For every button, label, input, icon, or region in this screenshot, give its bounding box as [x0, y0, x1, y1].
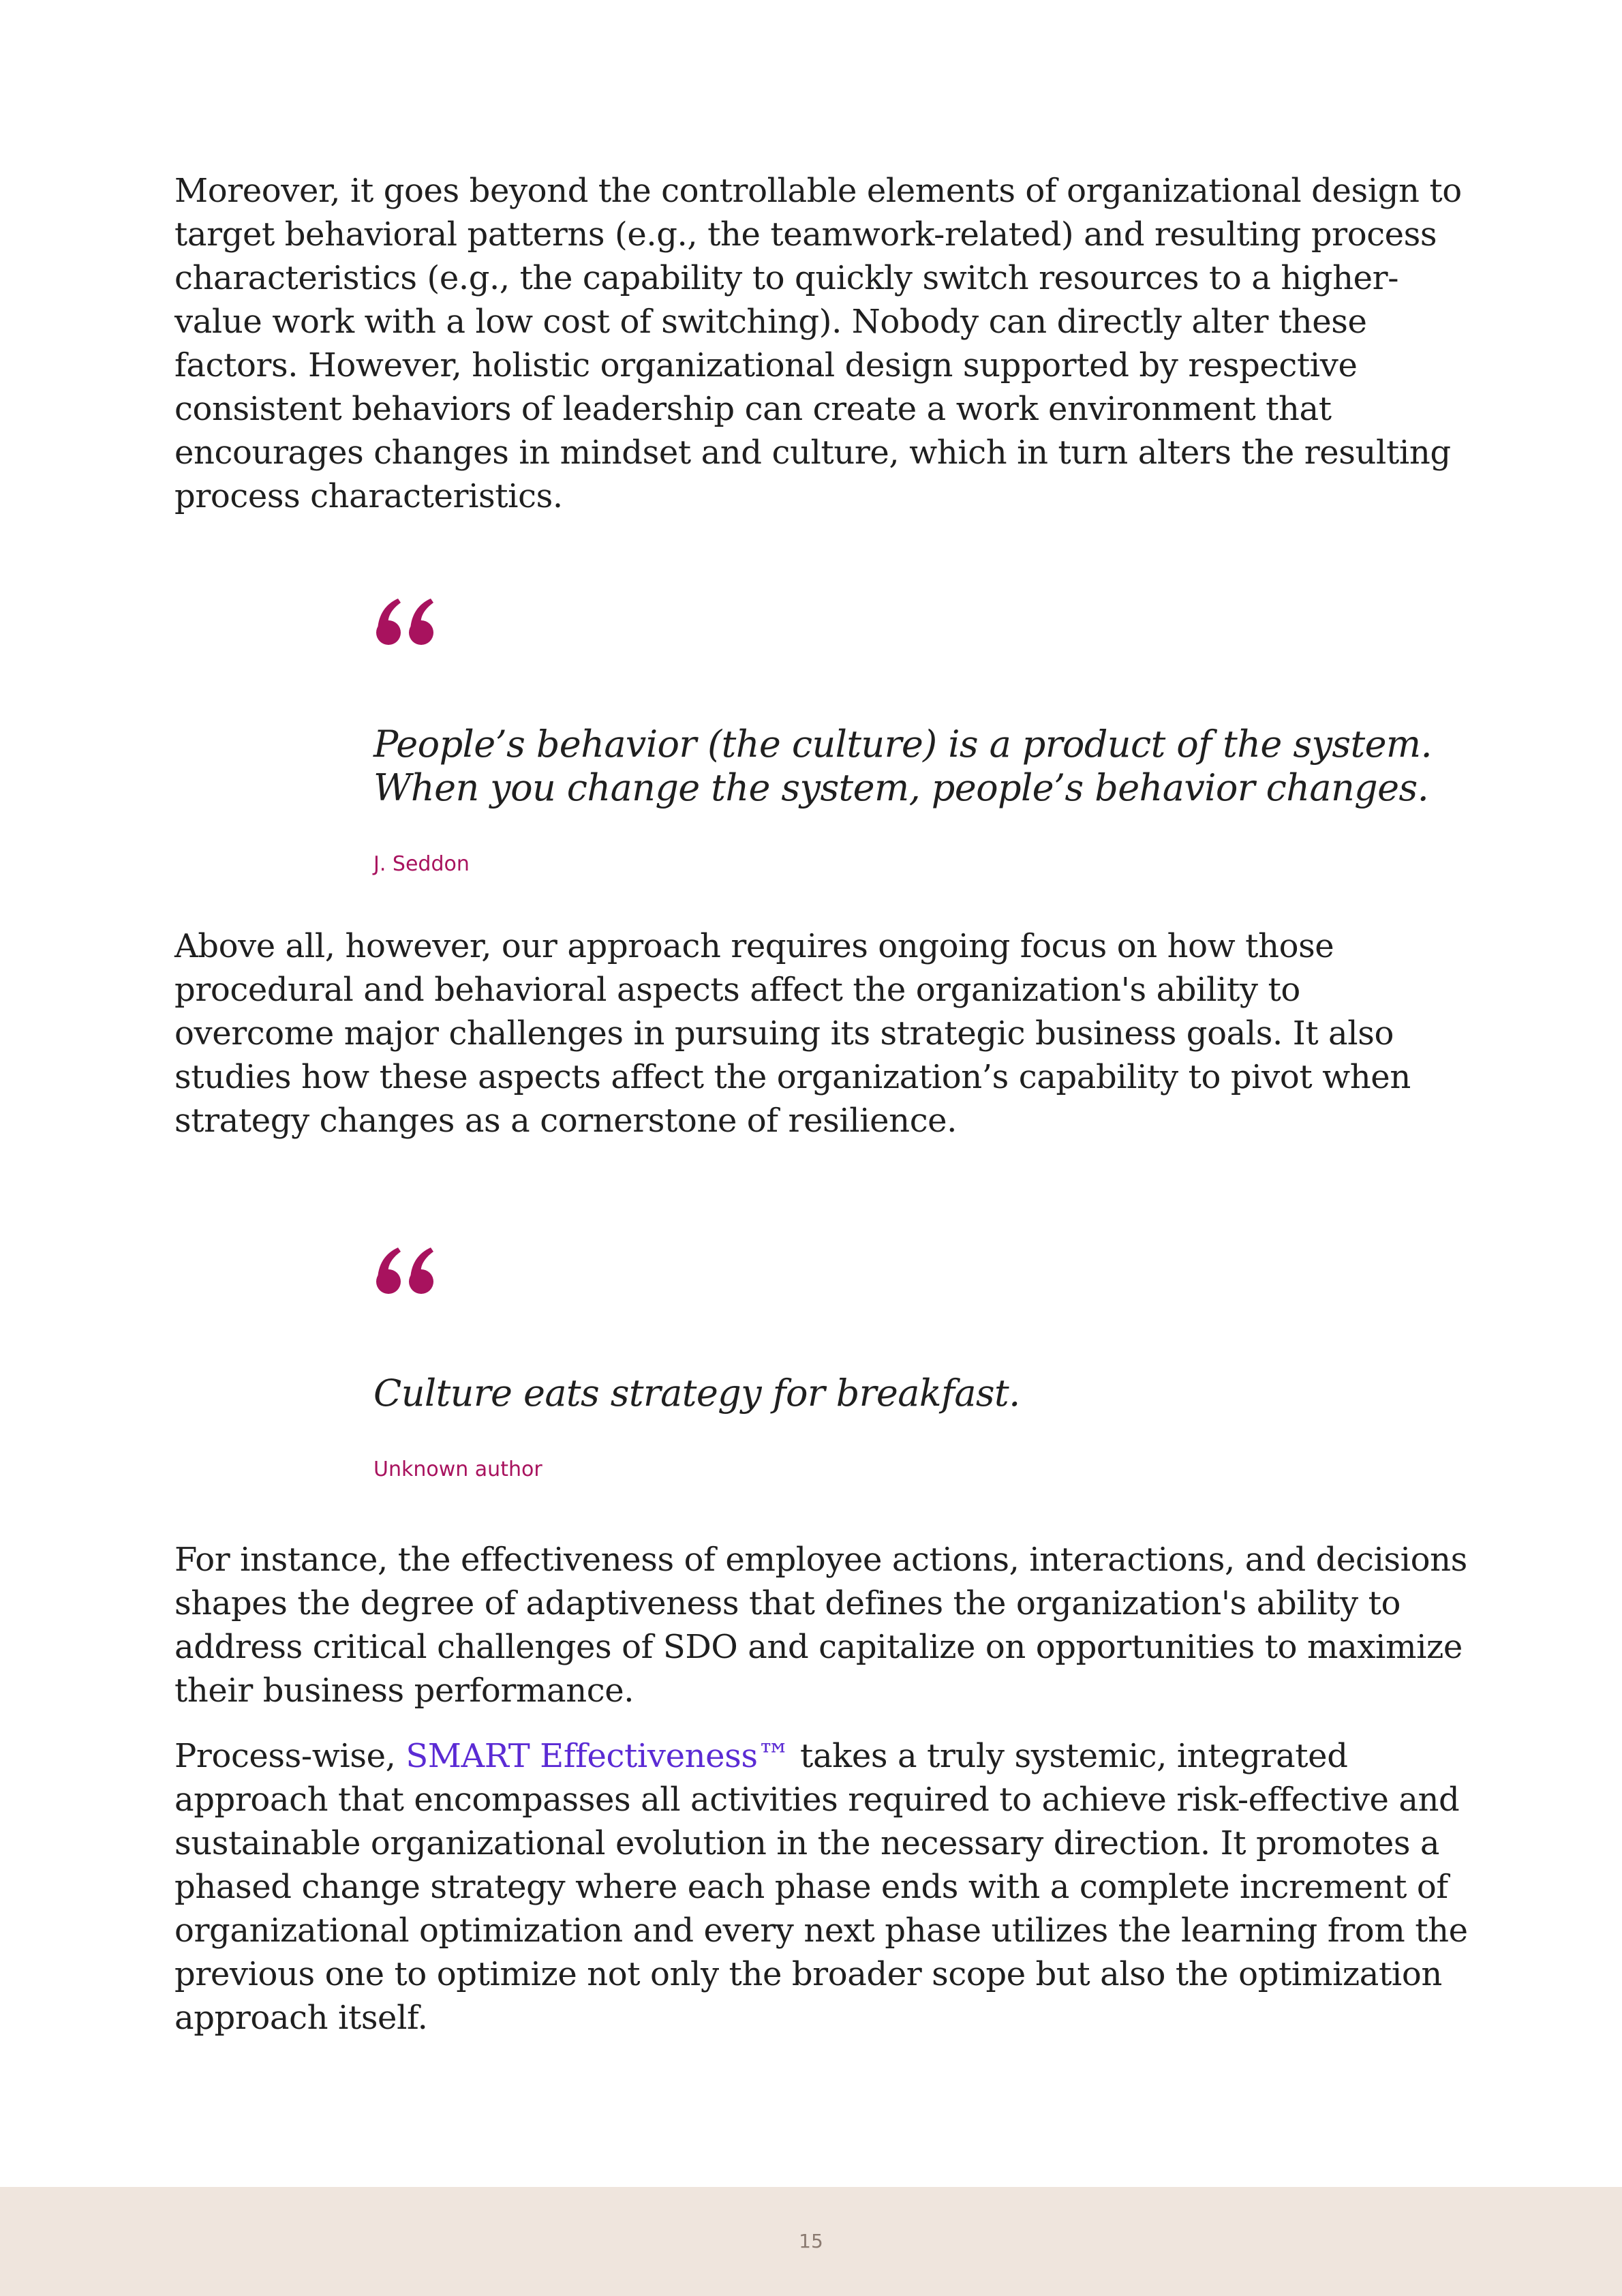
- page-footer: [0, 2187, 1622, 2296]
- pull-quote-unknown: [373, 1243, 1437, 1483]
- body-paragraph-1: Moreover, it goes beyond the controllable elements of organizational design to target behavioral patterns (e.g., the teamwork-related) and resulting process characteristics (e.g., the capability to quickly switch resources to a higher-value work with a low cost of switching). Nobody can directly alter these factors. However, holistic organizational design supported by respective consistent behaviors of leadership can create a work environment that encourages changes in mindset and culture, which in turn alters the resulting process characteristics.: [174, 172, 1462, 515]
- quote-mark-icon: [373, 594, 439, 649]
- smart-effectiveness-link[interactable]: SMART Effectiveness™: [406, 1737, 791, 1775]
- body-paragraph-4: [174, 1734, 1469, 2040]
- quote-mark-icon: [373, 1243, 439, 1298]
- paragraph-4-body: takes a truly systemic, integrated approach that encompasses all activities required to achieve risk-effective and sustainable organizational evolution in the necessary direction. It promotes a phased change strategy where each phase ends with a complete increment of organizational optimization and every next phase utilizes the learning from the previous one to optimize not only the broader scope but also the optimization approach itself.: [174, 1737, 1468, 2037]
- quote-text: People’s behavior (the culture) is a product of the system. When you change the system, people’s behavior changes.: [373, 723, 1433, 809]
- body-paragraph-3: For instance, the effectiveness of employee actions, interactions, and decisions shapes the degree of adaptiveness that defines the organization's ability to address critical challenges of SDO and capitalize on opportunities to maximize their business performance.: [174, 1541, 1467, 1710]
- pull-quote-seddon: [373, 594, 1437, 878]
- quote-author: J. Seddon: [373, 852, 470, 876]
- quote-text: Culture eats strategy for breakfast.: [373, 1372, 1020, 1415]
- page-number: 15: [799, 2230, 823, 2252]
- quote-author: Unknown author: [373, 1457, 542, 1481]
- body-paragraph-2: Above all, however, our approach requires ongoing focus on how those procedural and behavioral aspects affect the organization's ability to overcome major challenges in pursuing its strategic business goals. It also studies how these aspects affect the organization’s capability to pivot when strategy changes as a cornerstone of resilience.: [174, 927, 1411, 1140]
- paragraph-4-intro: Process-wise,: [174, 1737, 406, 1775]
